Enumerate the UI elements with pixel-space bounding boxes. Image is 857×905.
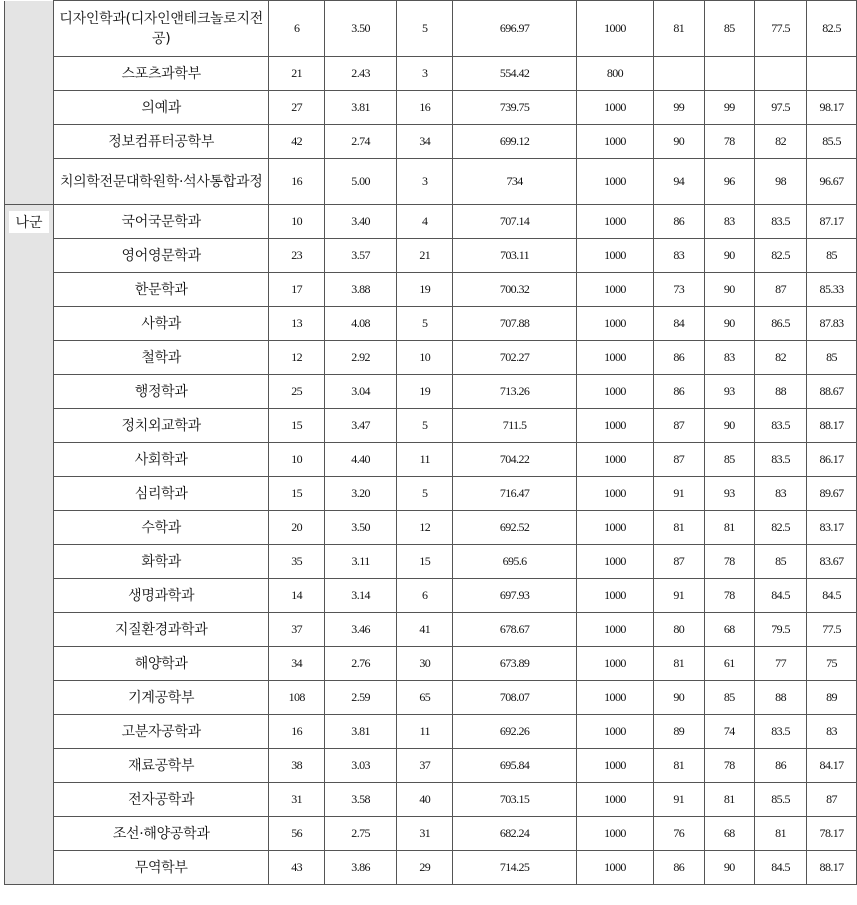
table-row [5,341,857,375]
value-cell-1: 31 [269,783,325,817]
value-cell-7: 96 [704,159,755,205]
value-cell-8: 84.5 [755,579,807,613]
value-cell-4: 695.84 [453,749,577,783]
value-cell-7: 85 [704,681,755,715]
value-cell-7: 81 [704,511,755,545]
value-cell-1: 13 [269,307,325,341]
value-cell-9: 85.5 [807,125,857,159]
department-name: 정보컴퓨터공학부 [53,125,268,159]
value-cell-1: 20 [269,511,325,545]
value-cell-8: 87 [755,273,807,307]
value-cell-4: 713.26 [453,375,577,409]
table-row [5,851,857,885]
value-cell-5: 1000 [576,443,653,477]
value-cell-8: 85 [755,545,807,579]
value-cell-6: 83 [654,239,705,273]
value-cell-1: 10 [269,443,325,477]
value-cell-6: 91 [654,477,705,511]
value-cell-3: 65 [397,681,453,715]
value-cell-3: 30 [397,647,453,681]
value-cell-2: 3.88 [324,273,396,307]
value-cell-5: 1000 [576,159,653,205]
value-cell-2: 3.57 [324,239,396,273]
value-cell-7: 78 [704,579,755,613]
value-cell-3: 12 [397,511,453,545]
value-cell-9: 85 [807,239,857,273]
value-cell-8: 88 [755,375,807,409]
department-name: 기계공학부 [53,681,268,715]
value-cell-4: 673.89 [453,647,577,681]
value-cell-6: 87 [654,545,705,579]
value-cell-3: 6 [397,579,453,613]
value-cell-5: 1000 [576,273,653,307]
value-cell-3: 31 [397,817,453,851]
value-cell-8: 77.5 [755,1,807,57]
value-cell-4: 695.6 [453,545,577,579]
value-cell-5: 1000 [576,681,653,715]
value-cell-4: 707.88 [453,307,577,341]
value-cell-3: 4 [397,205,453,239]
value-cell-9: 88.17 [807,851,857,885]
value-cell-2: 3.20 [324,477,396,511]
value-cell-2: 3.46 [324,613,396,647]
value-cell-9: 89 [807,681,857,715]
value-cell-3: 41 [397,613,453,647]
value-cell-4: 703.15 [453,783,577,817]
table-row [5,91,857,125]
value-cell-6: 86 [654,851,705,885]
value-cell-4: 716.47 [453,477,577,511]
value-cell-7: 90 [704,273,755,307]
value-cell-2: 3.81 [324,715,396,749]
value-cell-4: 700.32 [453,273,577,307]
value-cell-3: 3 [397,159,453,205]
value-cell-6: 86 [654,341,705,375]
department-name: 해양학과 [53,647,268,681]
department-name: 철학과 [53,341,268,375]
value-cell-6: 80 [654,613,705,647]
value-cell-7: 90 [704,307,755,341]
table-row [5,159,857,205]
value-cell-5: 1000 [576,1,653,57]
department-name: 재료공학부 [53,749,268,783]
value-cell-2: 2.59 [324,681,396,715]
value-cell-5: 1000 [576,239,653,273]
value-cell-2: 3.86 [324,851,396,885]
value-cell-4: 682.24 [453,817,577,851]
value-cell-8: 97.5 [755,91,807,125]
value-cell-8: 79.5 [755,613,807,647]
value-cell-2: 3.58 [324,783,396,817]
value-cell-1: 6 [269,1,325,57]
value-cell-4: 703.11 [453,239,577,273]
value-cell-6: 86 [654,375,705,409]
value-cell-9: 88.67 [807,375,857,409]
value-cell-9: 82.5 [807,1,857,57]
value-cell-1: 25 [269,375,325,409]
value-cell-3: 19 [397,375,453,409]
value-cell-1: 108 [269,681,325,715]
table-row [5,307,857,341]
value-cell-4: 702.27 [453,341,577,375]
value-cell-3: 15 [397,545,453,579]
value-cell-1: 27 [269,91,325,125]
value-cell-6: 76 [654,817,705,851]
value-cell-2: 3.40 [324,205,396,239]
value-cell-5: 1000 [576,647,653,681]
value-cell-1: 37 [269,613,325,647]
value-cell-4: 714.25 [453,851,577,885]
value-cell-8: 83.5 [755,205,807,239]
department-name: 영어영문학과 [53,239,268,273]
department-name: 사학과 [53,307,268,341]
value-cell-5: 1000 [576,341,653,375]
value-cell-3: 5 [397,307,453,341]
table-body [5,1,857,885]
value-cell-7: 90 [704,851,755,885]
department-name: 수학과 [53,511,268,545]
value-cell-6: 91 [654,579,705,613]
value-cell-2: 2.74 [324,125,396,159]
table-row [5,477,857,511]
value-cell-5: 1000 [576,375,653,409]
department-name: 국어국문학과 [53,205,268,239]
value-cell-7: 93 [704,477,755,511]
value-cell-3: 5 [397,409,453,443]
value-cell-3: 5 [397,477,453,511]
value-cell-6: 87 [654,409,705,443]
value-cell-3: 5 [397,1,453,57]
value-cell-5: 1000 [576,409,653,443]
value-cell-1: 14 [269,579,325,613]
group-cell [5,205,54,885]
table-row [5,511,857,545]
value-cell-8: 84.5 [755,851,807,885]
value-cell-6: 73 [654,273,705,307]
value-cell-7: 83 [704,205,755,239]
value-cell-9: 87.83 [807,307,857,341]
value-cell-2: 2.43 [324,57,396,91]
value-cell-8: 98 [755,159,807,205]
value-cell-9: 85 [807,341,857,375]
value-cell-7: 93 [704,375,755,409]
value-cell-2: 2.76 [324,647,396,681]
department-name: 지질환경과학과 [53,613,268,647]
value-cell-8: 81 [755,817,807,851]
department-name: 치의학전문대학원학·석사통합과정 [53,159,268,205]
value-cell-9: 77.5 [807,613,857,647]
value-cell-9: 89.67 [807,477,857,511]
value-cell-8: 82.5 [755,511,807,545]
department-name: 행정학과 [53,375,268,409]
value-cell-7: 74 [704,715,755,749]
value-cell-9: 75 [807,647,857,681]
value-cell-6: 81 [654,647,705,681]
admission-results-table [4,0,857,885]
table-row [5,409,857,443]
value-cell-6: 99 [654,91,705,125]
value-cell-4: 708.07 [453,681,577,715]
value-cell-1: 17 [269,273,325,307]
value-cell-9: 78.17 [807,817,857,851]
value-cell-7: 99 [704,91,755,125]
value-cell-2: 3.14 [324,579,396,613]
value-cell-5: 1000 [576,545,653,579]
table-row [5,613,857,647]
value-cell-5: 1000 [576,511,653,545]
value-cell-3: 34 [397,125,453,159]
value-cell-4: 678.67 [453,613,577,647]
value-cell-3: 19 [397,273,453,307]
value-cell-1: 16 [269,159,325,205]
value-cell-6: 84 [654,307,705,341]
department-name: 화학과 [53,545,268,579]
value-cell-4: 711.5 [453,409,577,443]
department-name: 사회학과 [53,443,268,477]
value-cell-2: 3.47 [324,409,396,443]
value-cell-1: 43 [269,851,325,885]
value-cell-6: 90 [654,125,705,159]
value-cell-8: 82 [755,125,807,159]
value-cell-6: 81 [654,749,705,783]
value-cell-2: 5.00 [324,159,396,205]
value-cell-4: 739.75 [453,91,577,125]
value-cell-9: 83.67 [807,545,857,579]
value-cell-5: 1000 [576,783,653,817]
value-cell-2: 3.50 [324,511,396,545]
department-name: 고분자공학과 [53,715,268,749]
value-cell-6: 89 [654,715,705,749]
value-cell-8: 83.5 [755,443,807,477]
value-cell-1: 42 [269,125,325,159]
value-cell-3: 21 [397,239,453,273]
value-cell-4: 696.97 [453,1,577,57]
table-row [5,647,857,681]
value-cell-8: 83.5 [755,409,807,443]
value-cell-6: 81 [654,1,705,57]
value-cell-1: 56 [269,817,325,851]
department-name: 조선·해양공학과 [53,817,268,851]
value-cell-7: 78 [704,545,755,579]
value-cell-4: 734 [453,159,577,205]
department-name: 의예과 [53,91,268,125]
department-name: 디자인학과(디자인앤테크놀로지전공) [53,1,268,57]
value-cell-4: 697.93 [453,579,577,613]
value-cell-9: 88.17 [807,409,857,443]
value-cell-4: 699.12 [453,125,577,159]
department-name: 정치외교학과 [53,409,268,443]
value-cell-9: 83.17 [807,511,857,545]
value-cell-2: 3.11 [324,545,396,579]
value-cell-1: 35 [269,545,325,579]
value-cell-6: 87 [654,443,705,477]
value-cell-5: 1000 [576,125,653,159]
value-cell-3: 29 [397,851,453,885]
value-cell-3: 11 [397,443,453,477]
value-cell-8: 82.5 [755,239,807,273]
value-cell-9: 98.17 [807,91,857,125]
value-cell-8: 85.5 [755,783,807,817]
value-cell-7: 81 [704,783,755,817]
value-cell-9: 85.33 [807,273,857,307]
table-row [5,579,857,613]
value-cell-2: 4.08 [324,307,396,341]
value-cell-7: 85 [704,1,755,57]
value-cell-7: 90 [704,239,755,273]
value-cell-6: 91 [654,783,705,817]
value-cell-2: 3.81 [324,91,396,125]
value-cell-9: 83 [807,715,857,749]
value-cell-8: 86.5 [755,307,807,341]
value-cell-5: 1000 [576,307,653,341]
value-cell-7: 78 [704,749,755,783]
table-row [5,443,857,477]
value-cell-9: 86.17 [807,443,857,477]
value-cell-7: 83 [704,341,755,375]
value-cell-5: 1000 [576,477,653,511]
value-cell-2: 2.92 [324,341,396,375]
table-row [5,1,857,57]
table-row [5,57,857,91]
value-cell-4: 707.14 [453,205,577,239]
value-cell-1: 12 [269,341,325,375]
table-row [5,749,857,783]
value-cell-8: 83.5 [755,715,807,749]
department-name: 무역학부 [53,851,268,885]
department-name: 전자공학과 [53,783,268,817]
table-row [5,817,857,851]
value-cell-5: 1000 [576,817,653,851]
value-cell-5: 1000 [576,205,653,239]
value-cell-2: 3.04 [324,375,396,409]
value-cell-1: 16 [269,715,325,749]
value-cell-7: 68 [704,817,755,851]
value-cell-8 [755,57,807,91]
value-cell-2: 3.50 [324,1,396,57]
value-cell-5: 1000 [576,613,653,647]
department-name: 한문학과 [53,273,268,307]
value-cell-6: 86 [654,205,705,239]
value-cell-7: 61 [704,647,755,681]
value-cell-6 [654,57,705,91]
value-cell-8: 82 [755,341,807,375]
table-row [5,375,857,409]
value-cell-9: 84.5 [807,579,857,613]
table-row [5,545,857,579]
department-name: 스포츠과학부 [53,57,268,91]
value-cell-2: 3.03 [324,749,396,783]
value-cell-8: 86 [755,749,807,783]
value-cell-4: 692.26 [453,715,577,749]
value-cell-5: 1000 [576,91,653,125]
value-cell-7 [704,57,755,91]
table-row [5,239,857,273]
value-cell-5: 1000 [576,715,653,749]
value-cell-9: 87.17 [807,205,857,239]
value-cell-3: 3 [397,57,453,91]
value-cell-5: 1000 [576,579,653,613]
table-row [5,783,857,817]
group-label: 나군 [9,211,48,233]
value-cell-3: 11 [397,715,453,749]
value-cell-3: 10 [397,341,453,375]
value-cell-3: 16 [397,91,453,125]
value-cell-4: 692.52 [453,511,577,545]
value-cell-6: 90 [654,681,705,715]
value-cell-1: 23 [269,239,325,273]
value-cell-3: 37 [397,749,453,783]
value-cell-7: 90 [704,409,755,443]
value-cell-1: 21 [269,57,325,91]
value-cell-9 [807,57,857,91]
value-cell-8: 77 [755,647,807,681]
value-cell-1: 15 [269,477,325,511]
value-cell-6: 81 [654,511,705,545]
value-cell-9: 84.17 [807,749,857,783]
value-cell-7: 78 [704,125,755,159]
value-cell-7: 85 [704,443,755,477]
table-row [5,273,857,307]
table-row [5,715,857,749]
table-row [5,125,857,159]
table-row [5,681,857,715]
value-cell-1: 38 [269,749,325,783]
value-cell-2: 2.75 [324,817,396,851]
value-cell-1: 15 [269,409,325,443]
value-cell-9: 87 [807,783,857,817]
department-name: 심리학과 [53,477,268,511]
value-cell-5: 800 [576,57,653,91]
table-row [5,205,857,239]
value-cell-5: 1000 [576,851,653,885]
group-cell [5,1,54,205]
value-cell-5: 1000 [576,749,653,783]
value-cell-8: 88 [755,681,807,715]
value-cell-4: 704.22 [453,443,577,477]
value-cell-4: 554.42 [453,57,577,91]
value-cell-1: 10 [269,205,325,239]
value-cell-6: 94 [654,159,705,205]
value-cell-3: 40 [397,783,453,817]
value-cell-8: 83 [755,477,807,511]
value-cell-9: 96.67 [807,159,857,205]
value-cell-7: 68 [704,613,755,647]
value-cell-2: 4.40 [324,443,396,477]
department-name: 생명과학과 [53,579,268,613]
value-cell-1: 34 [269,647,325,681]
